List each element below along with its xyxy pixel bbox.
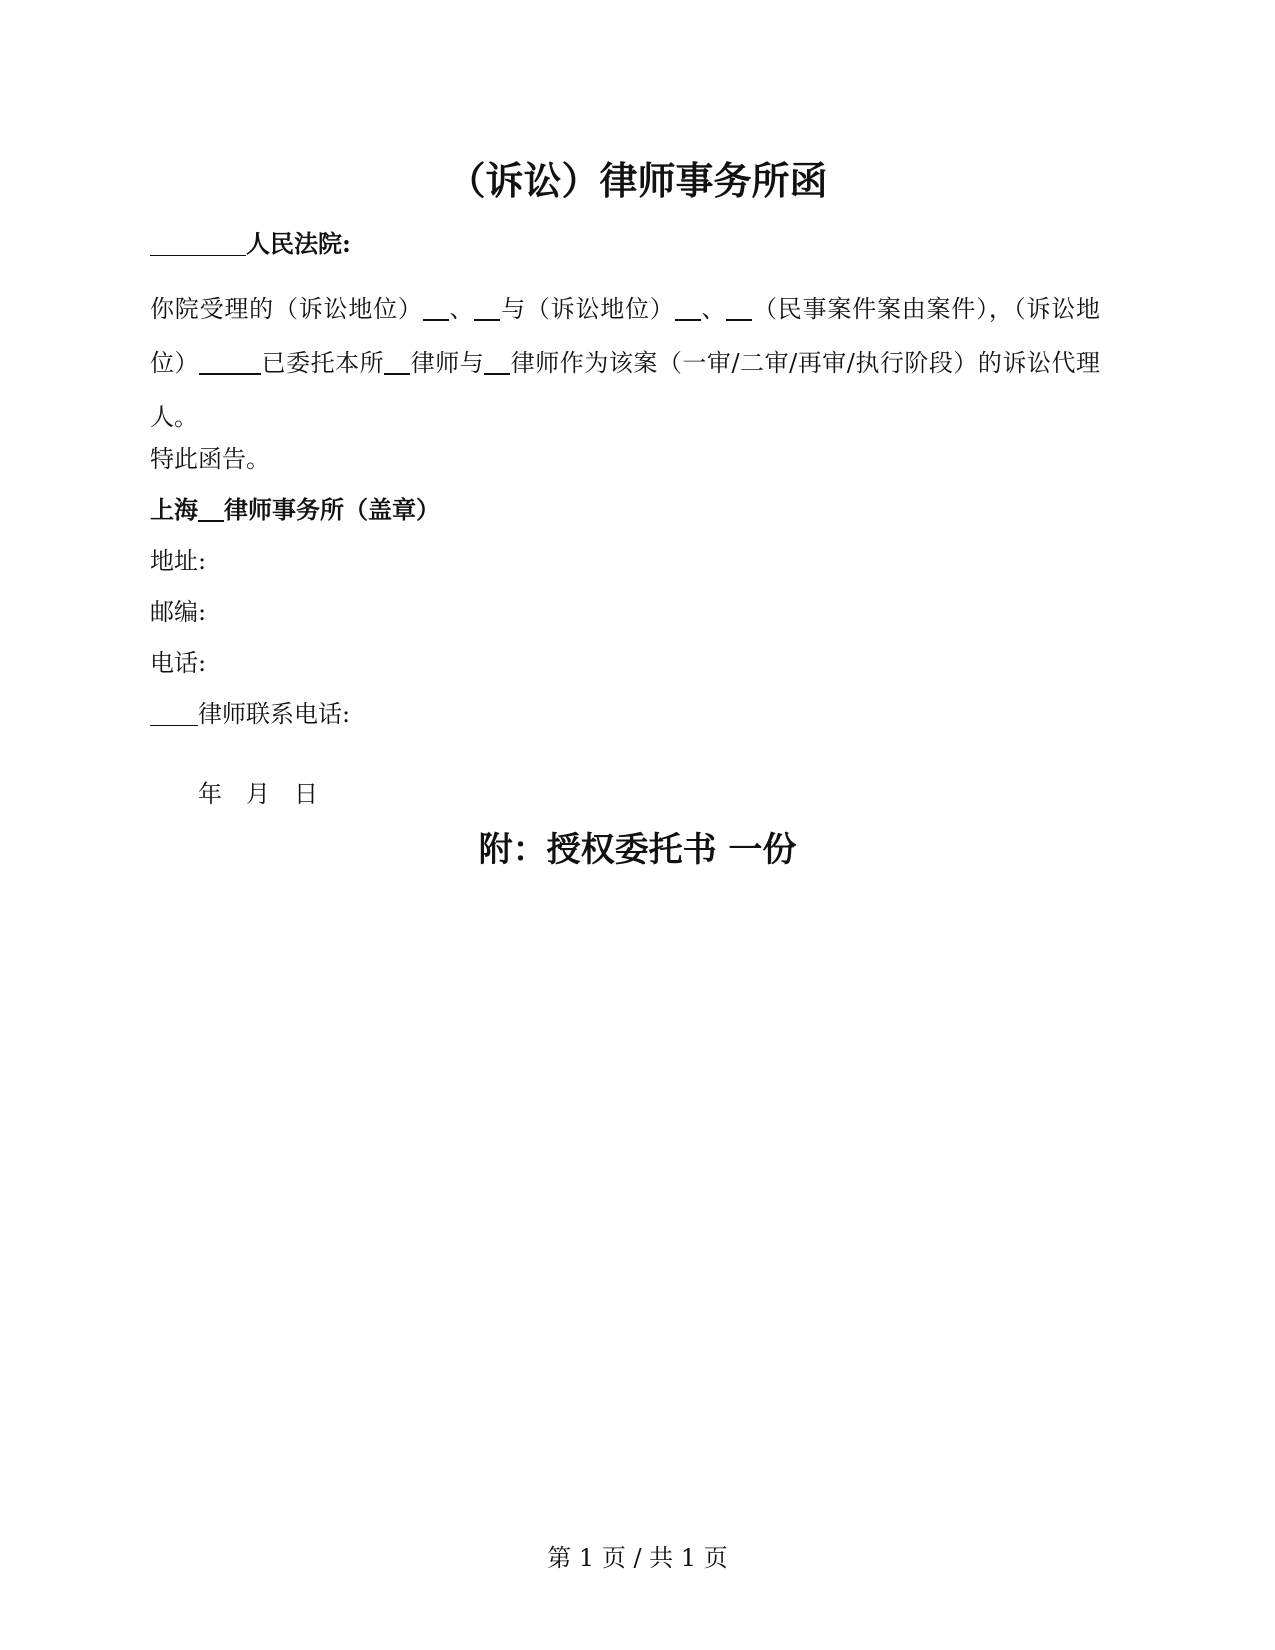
para-text: 律师作为该案（一审/二审/再审/执行阶段）的诉讼代理人。: [150, 349, 1101, 431]
para-text: 你院受理的（诉讼地位）: [150, 295, 423, 323]
lawyer-phone-label: 律师联系电话:: [198, 700, 351, 728]
blank: [199, 349, 261, 375]
firm-suffix: 律师事务所（盖章）: [224, 495, 440, 524]
para-text: （民事案件案由案件），（诉讼地位）: [150, 295, 1101, 377]
addressee-suffix: 人民法院:: [246, 229, 351, 258]
para-text: 、: [700, 295, 727, 323]
blank: [423, 295, 449, 321]
firm-prefix: 上海: [150, 495, 198, 524]
addressee-line: [150, 229, 351, 259]
lawyer-phone-line: [150, 699, 350, 729]
para-text: 已委托本所: [261, 349, 385, 377]
blank: [675, 295, 701, 321]
para-text: 律师与: [410, 349, 485, 377]
closing-line: 特此函告。: [150, 445, 270, 473]
blank: [726, 295, 752, 321]
phone-label: 电话:: [150, 649, 207, 677]
court-name-blank: [150, 231, 246, 256]
page-footer: 第 1 页 / 共 1 页: [547, 1544, 728, 1572]
blank: [384, 349, 410, 375]
address-label: 地址:: [150, 547, 207, 575]
blank: [484, 349, 510, 375]
firm-name-blank: [198, 496, 224, 522]
blank: [474, 295, 500, 321]
document-title: （诉讼）律师事务所函: [447, 158, 828, 203]
para-text: 、: [448, 295, 475, 323]
body-paragraph: [150, 282, 1100, 444]
date-line: 年 月 日: [198, 780, 318, 808]
para-text: 与（诉讼地位）: [500, 295, 675, 323]
lawyer-name-blank: [150, 701, 198, 726]
firm-line: [150, 495, 440, 525]
postcode-label: 邮编:: [150, 598, 207, 626]
attachment-note: 附：授权委托书 一份: [478, 830, 797, 870]
